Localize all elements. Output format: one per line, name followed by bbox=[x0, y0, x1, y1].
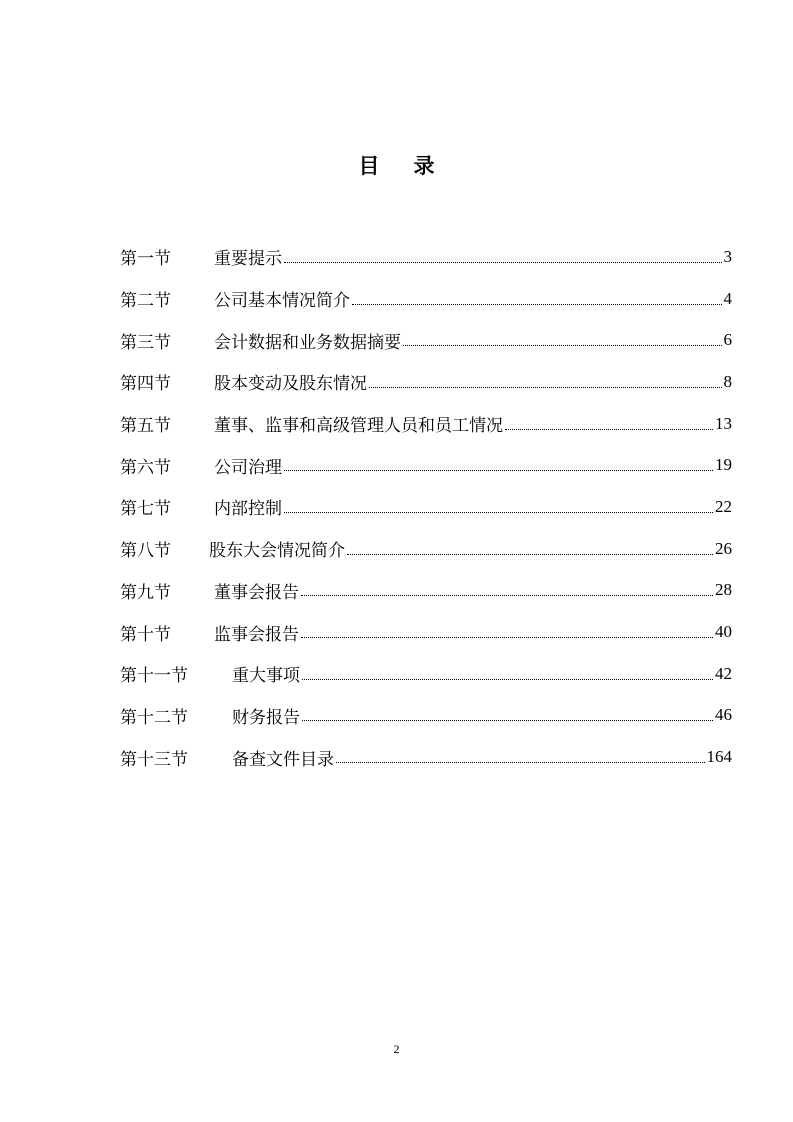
toc-page-number: 164 bbox=[706, 747, 732, 767]
toc-entry[interactable] bbox=[120, 319, 732, 361]
toc-leader-dots bbox=[369, 370, 722, 388]
toc-page-number: 22 bbox=[715, 496, 732, 516]
title-char-1: 目 bbox=[358, 154, 380, 178]
toc-page-number: 13 bbox=[715, 413, 732, 433]
toc-page-number: 40 bbox=[715, 622, 732, 642]
toc-page-number: 3 bbox=[723, 246, 732, 266]
toc-entry[interactable] bbox=[120, 236, 732, 278]
toc-entry[interactable] bbox=[120, 736, 732, 778]
toc-page-number: 19 bbox=[715, 455, 732, 475]
toc-entry[interactable] bbox=[120, 528, 732, 570]
toc-title: 公司治理 bbox=[214, 457, 282, 478]
toc-page-number: 46 bbox=[715, 705, 732, 725]
toc-entry[interactable] bbox=[120, 444, 732, 486]
toc-leader-dots bbox=[403, 328, 722, 346]
toc-section-label: 第五节 bbox=[120, 416, 171, 437]
toc-title: 监事会报告 bbox=[214, 624, 299, 645]
toc-leader-dots bbox=[347, 537, 713, 555]
toc-leader-dots bbox=[302, 662, 713, 680]
toc-section-label: 第十三节 bbox=[120, 749, 188, 770]
toc-section-label: 第八节 bbox=[120, 541, 171, 562]
toc-leader-dots bbox=[352, 287, 722, 305]
toc-leader-dots bbox=[284, 495, 713, 513]
toc-entry[interactable] bbox=[120, 611, 732, 653]
toc-section-label: 第三节 bbox=[120, 332, 171, 353]
toc-page-number: 6 bbox=[723, 330, 732, 350]
toc-section-label: 第四节 bbox=[120, 374, 171, 395]
toc-entry[interactable] bbox=[120, 486, 732, 528]
title-char-2: 录 bbox=[413, 154, 435, 178]
page-title bbox=[0, 150, 793, 180]
toc-section-label: 第六节 bbox=[120, 457, 171, 478]
toc-leader-dots bbox=[505, 412, 713, 430]
toc-title: 内部控制 bbox=[214, 499, 282, 520]
toc-entry[interactable] bbox=[120, 403, 732, 445]
toc-page-number: 8 bbox=[723, 371, 732, 391]
toc-title: 财务报告 bbox=[232, 707, 300, 728]
toc-page-number: 26 bbox=[715, 538, 732, 558]
toc-title: 董事、监事和高级管理人员和员工情况 bbox=[214, 416, 503, 437]
table-of-contents bbox=[120, 236, 732, 778]
toc-title: 股东大会情况简介 bbox=[209, 541, 345, 562]
toc-page-number: 4 bbox=[723, 288, 732, 308]
toc-title: 重要提示 bbox=[214, 249, 282, 270]
toc-title: 公司基本情况简介 bbox=[214, 291, 350, 312]
toc-section-label: 第二节 bbox=[120, 291, 171, 312]
toc-page-number: 42 bbox=[715, 663, 732, 683]
toc-title: 股本变动及股东情况 bbox=[214, 374, 367, 395]
toc-title: 会计数据和业务数据摘要 bbox=[214, 332, 401, 353]
toc-section-label: 第十二节 bbox=[120, 707, 188, 728]
toc-leader-dots bbox=[336, 745, 705, 763]
toc-entry[interactable] bbox=[120, 570, 732, 612]
toc-leader-dots bbox=[301, 578, 713, 596]
toc-section-label: 第一节 bbox=[120, 249, 171, 270]
toc-entry[interactable] bbox=[120, 653, 732, 695]
footer-page-number: 2 bbox=[393, 1042, 400, 1056]
toc-leader-dots bbox=[301, 620, 713, 638]
toc-entry[interactable] bbox=[120, 695, 732, 737]
toc-entry[interactable] bbox=[120, 361, 732, 403]
toc-title: 重大事项 bbox=[232, 666, 300, 687]
toc-section-label: 第十节 bbox=[120, 624, 171, 645]
toc-section-label: 第七节 bbox=[120, 499, 171, 520]
toc-entry[interactable] bbox=[120, 278, 732, 320]
toc-page-number: 28 bbox=[715, 580, 732, 600]
toc-leader-dots bbox=[302, 703, 713, 721]
toc-section-label: 第十一节 bbox=[120, 666, 188, 687]
toc-leader-dots bbox=[284, 453, 713, 471]
toc-title: 备查文件目录 bbox=[232, 749, 334, 770]
toc-title: 董事会报告 bbox=[214, 582, 299, 603]
toc-leader-dots bbox=[284, 245, 722, 263]
toc-section-label: 第九节 bbox=[120, 582, 171, 603]
